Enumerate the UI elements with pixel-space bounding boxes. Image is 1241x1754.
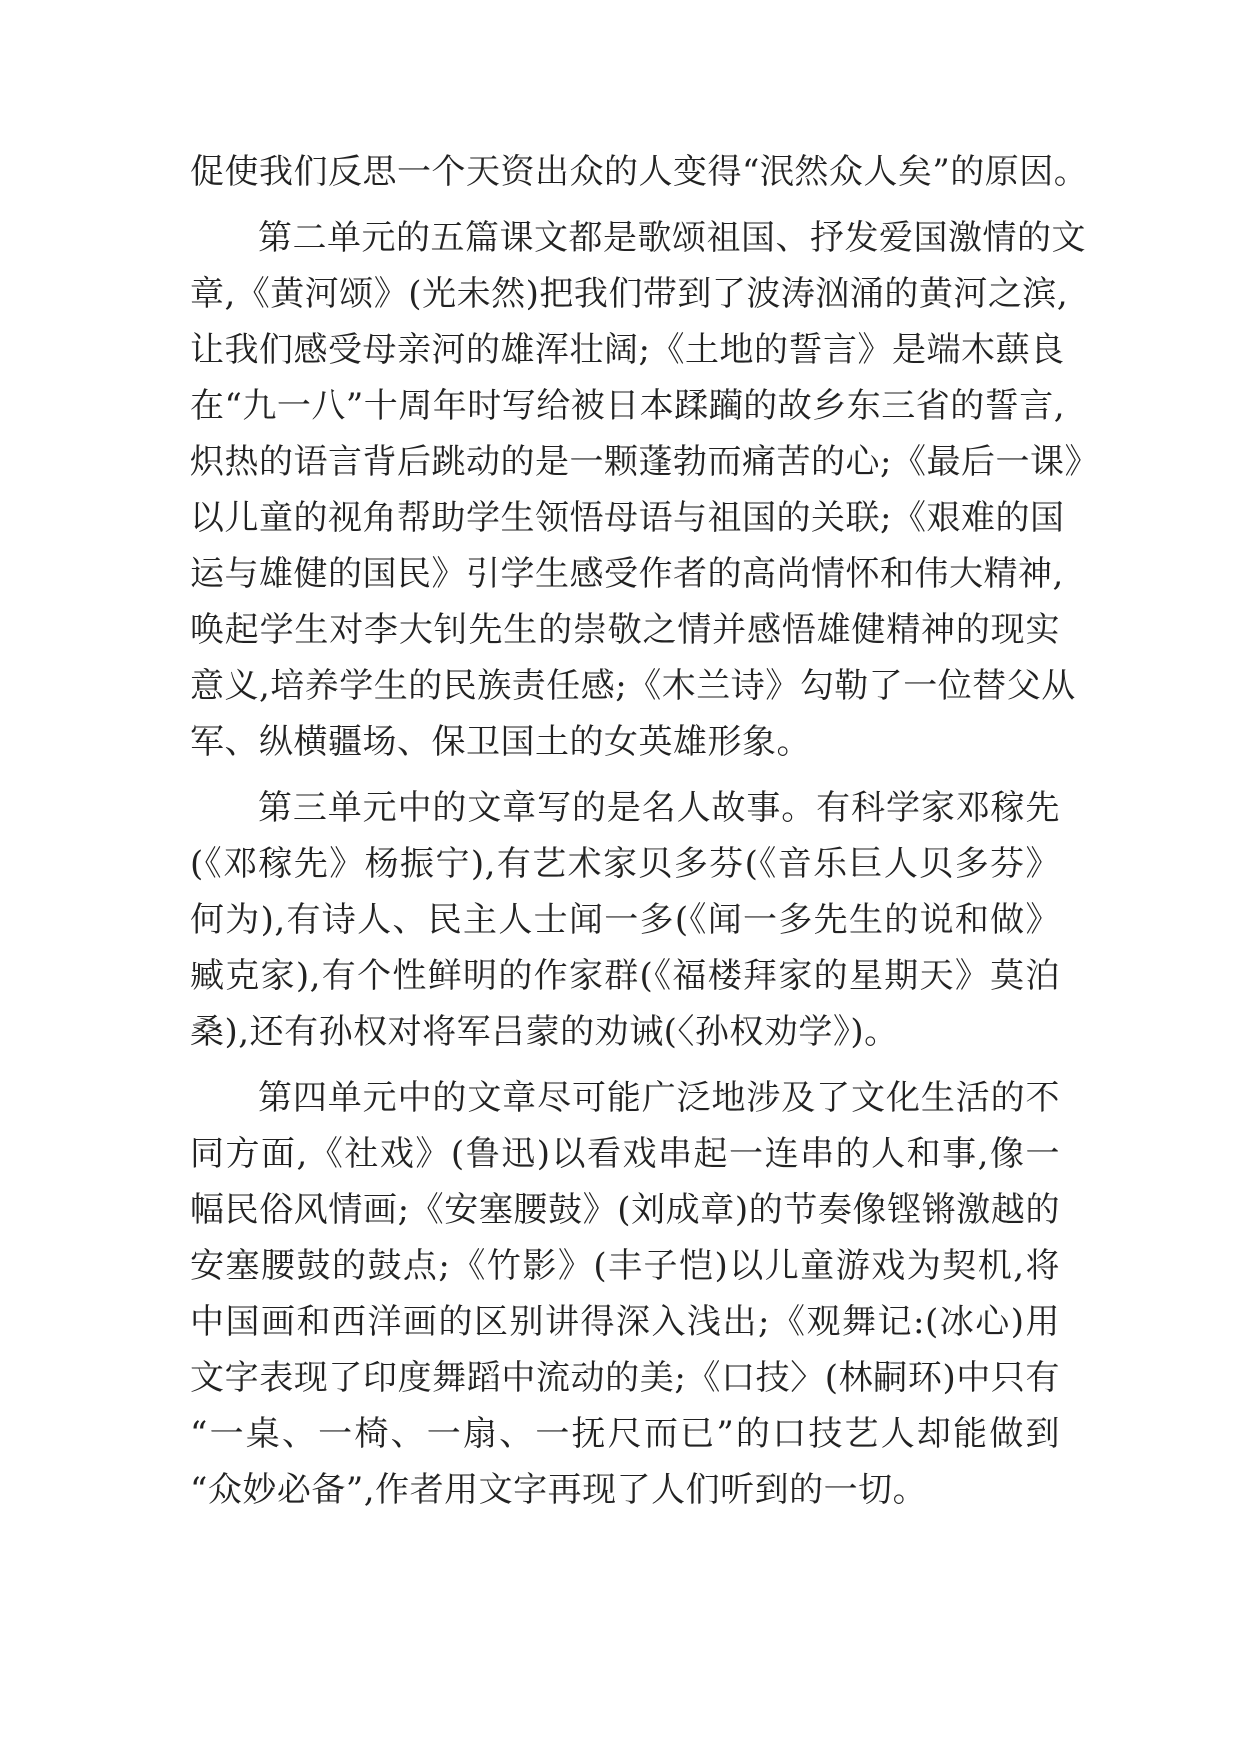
text-line-11: 军、纵横疆场、保卫国土的女英雄形象。 <box>190 722 811 762</box>
text-line-17: 第四单元中的文章尽可能广泛地涉及了文化生活的不 <box>258 1078 1060 1118</box>
text-line-5: 在“九一八”十周年时写给被日本蹂躏的故乡东三省的誓言, <box>190 386 1066 426</box>
text-line-3: 章,《黄河颂》(光未然)把我们带到了波涛汹涌的黄河之滨, <box>190 274 1069 314</box>
text-line-15: 臧克家),有个性鲜明的作家群(《福楼拜家的星期天》莫泊 <box>190 956 1060 996</box>
text-line-4: 让我们感受母亲河的雄浑壮阔;《土地的誓言》是端木蕻良 <box>190 330 1065 370</box>
text-line-16: 桑),还有孙权对将军吕蒙的劝诫(〈孙权劝学》)。 <box>190 1012 899 1052</box>
text-line-8: 运与雄健的国民》引学生感受作者的高尚情怀和伟大精神, <box>190 554 1064 594</box>
text-line-14: 何为),有诗人、民主人士闻一多(《闻一多先生的说和做》 <box>190 900 1060 940</box>
text-line-7: 以儿童的视角帮助学生领悟母语与祖国的关联;《艰难的国 <box>190 498 1065 538</box>
text-line-9: 唤起学生对李大钊先生的崇敬之情并感悟雄健精神的现实 <box>190 610 1060 650</box>
text-line-23: “一桌、一椅、一扇、一抚尺而已”的口技艺人却能做到 <box>190 1414 1060 1454</box>
text-line-24: “众妙必备”,作者用文字再现了人们听到的一切。 <box>190 1470 928 1510</box>
text-line-18: 同方面,《社戏》(鲁迅)以看戏串起一连串的人和事,像一 <box>190 1134 1060 1174</box>
text-line-10: 意义,培养学生的民族责任感;《木兰诗》勾勒了一位替父从 <box>190 666 1076 706</box>
text-line-1: 促使我们反思一个天资出众的人变得“泯然众人矣”的原因。 <box>190 152 1089 192</box>
text-line-22: 文字表现了印度舞蹈中流动的美;《口技〉(林嗣环)中只有 <box>190 1358 1060 1398</box>
text-line-20: 安塞腰鼓的鼓点;《竹影》(丰子恺)以儿童游戏为契机,将 <box>190 1246 1060 1286</box>
text-line-21: 中国画和西洋画的区别讲得深入浅出;《观舞记:(冰心)用 <box>190 1302 1060 1342</box>
text-line-2: 第二单元的五篇课文都是歌颂祖国、抒发爱国激情的文 <box>258 218 1086 258</box>
text-line-6: 炽热的语言背后跳动的是一颗蓬勃而痛苦的心;《最后一课》 <box>190 442 1099 482</box>
text-line-12: 第三单元中的文章写的是名人故事。有科学家邓稼先 <box>258 788 1060 828</box>
text-line-19: 幅民俗风情画;《安塞腰鼓》(刘成章)的节奏像铿锵激越的 <box>190 1190 1060 1230</box>
text-line-13: (《邓稼先》杨振宁),有艺术家贝多芬(《音乐巨人贝多芬》 <box>190 844 1060 884</box>
